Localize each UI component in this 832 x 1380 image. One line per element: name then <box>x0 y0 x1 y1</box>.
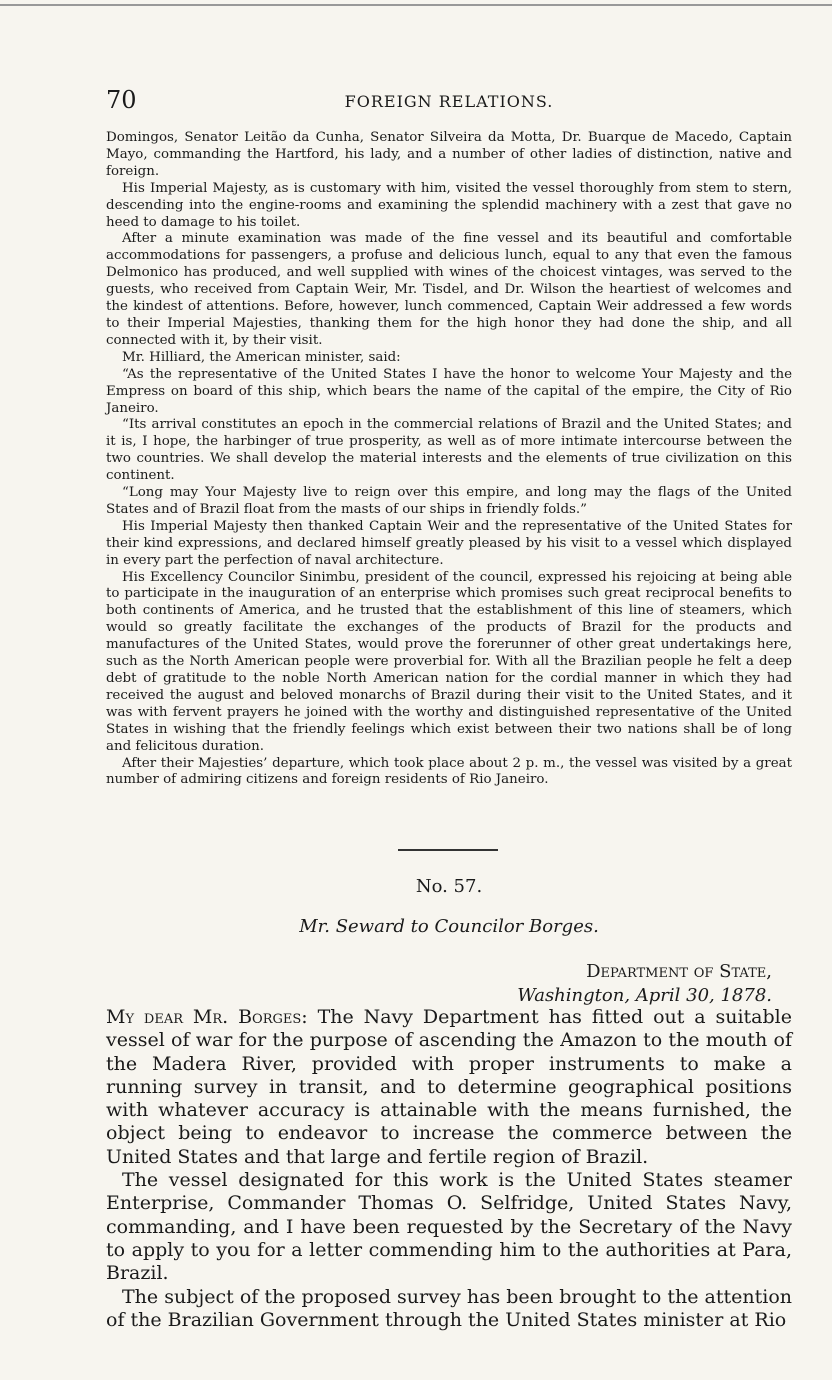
top-border-line <box>0 4 832 6</box>
page-number: 70 <box>106 86 137 114</box>
body-paragraph: Mr. Hilliard, the American minister, said: <box>122 349 401 365</box>
letter-paragraph <box>106 1006 792 1169</box>
news-report-text <box>106 130 792 789</box>
body-paragraph: After a minute examination was made of the fine vessel and its beautiful and comfortable accommodations for passengers, a profuse and delicious lunch, equal to any that even the famous Delmonico has produced, and well supplied with wines of the choicest vintages, was served to the guests, who received from Captain Weir, Mr. Tisdel, and Dr. Wilson the heartiest of welcomes and the kindest of attentions. Before, however, lunch commenced, Captain Weir addressed a few words to their Imperial Majesties, thanking them for the high honor they had done the ship, and all connected with it, by their visit. <box>106 231 792 348</box>
letter-paragraph-text: The Navy Department has fitted out a suitable vessel of war for the purpose of ascending the Amazon to the mouth of the Madera River, provided with proper instruments to make a running survey in transit, and to determine geographical positions with whatever accuracy is attainable with the means furnished, the object being to endeavor to increase the commerce between the United States and that large and fertile region of Brazil. <box>106 1006 792 1168</box>
letter-body <box>106 1006 792 1332</box>
body-paragraph: “Its arrival constitutes an epoch in the commercial relations of Brazil and the United States; and it is, I hope, the harbinger of true prosperity, as well as of more intimate intercourse between the two countries. We shall develop the material interests and the elements of true civilization on this continent. <box>106 417 792 484</box>
body-paragraph: His Imperial Majesty, as is customary with him, visited the vessel thoroughly from stem to stern, descending into the engine-rooms and examining the splendid machinery with a zest that gave no heed to damage to his toilet. <box>106 180 792 230</box>
dateline <box>517 960 772 1008</box>
salutation: My dear Mr. Borges: <box>106 1006 308 1028</box>
body-paragraph: “As the representative of the United States I have the honor to welcome Your Majesty and the Empress on board of this ship, which bears the name of the capital of the empire, the City of Rio Janeiro. <box>106 366 792 416</box>
dateline-organization: Department of State, <box>586 961 772 982</box>
body-paragraph: His Excellency Councilor Sinimbu, president of the council, expressed his rejoicing at being able to participate in the inauguration of an enterprise which promises such great reciprocal benefits to both continents of America, and he trusted that the establishment of this line of steamers, which would so greatly facilitate the exchanges of the products of Brazil for the products and manufactures of the United States, would prove the forerunner of other great undertakings here, such as the North American people were proverbial for. With all the Brazilian people he felt a deep debt of gratitude to the noble North American nation for the cordial manner in which they had received the august and beloved monarchs of Brazil during their visit to the United States, and it was with fervent prayers he joined with the worthy and distinguished representative of the United States in wishing that the friendly feelings which exist between their two nations shall be of long and felicitous duration. <box>106 569 792 754</box>
body-paragraph: His Imperial Majesty then thanked Captain Weir and the representative of the United States for their kind expressions, and declared himself greatly pleased by his visit to a vessel which displayed in every part the perfection of naval architecture. <box>106 518 792 568</box>
body-paragraph: “Long may Your Majesty live to reign over this empire, and long may the flags of the United States and of Brazil float from the masts of our ships in friendly folds.” <box>106 485 792 517</box>
body-paragraph: After their Majesties’ departure, which took place about 2 p. m., the vessel was visited by a great number of admiring citizens and foreign residents of Rio Janeiro. <box>106 755 792 788</box>
letter-paragraph: The vessel designated for this work is the United States steamer Enterprise, Commander Thomas O. Selfridge, United States Navy, commanding, and I have been requested by the Secretary of the Navy to apply to you for a letter commending him to the authorities at Para, Brazil. <box>106 1169 792 1285</box>
running-head: FOREIGN RELATIONS. <box>344 92 554 111</box>
dateline-place-date: Washington, April 30, 1878. <box>517 985 772 1006</box>
letter-paragraph: The subject of the proposed survey has been brought to the attention of the Brazilian Government through the United States minister at Rio <box>106 1285 792 1331</box>
body-paragraph: Domingos, Senator Leitão da Cunha, Senator Silveira da Motta, Dr. Buarque de Macedo, Captain Mayo, commanding the Hartford, his lady, and a number of other ladies of distinction, native and foreign. <box>106 130 792 179</box>
section-divider <box>398 849 498 851</box>
document-title: Mr. Seward to Councilor Borges. <box>299 916 599 937</box>
page-header <box>106 86 792 116</box>
document-number: No. 57. <box>415 876 483 897</box>
